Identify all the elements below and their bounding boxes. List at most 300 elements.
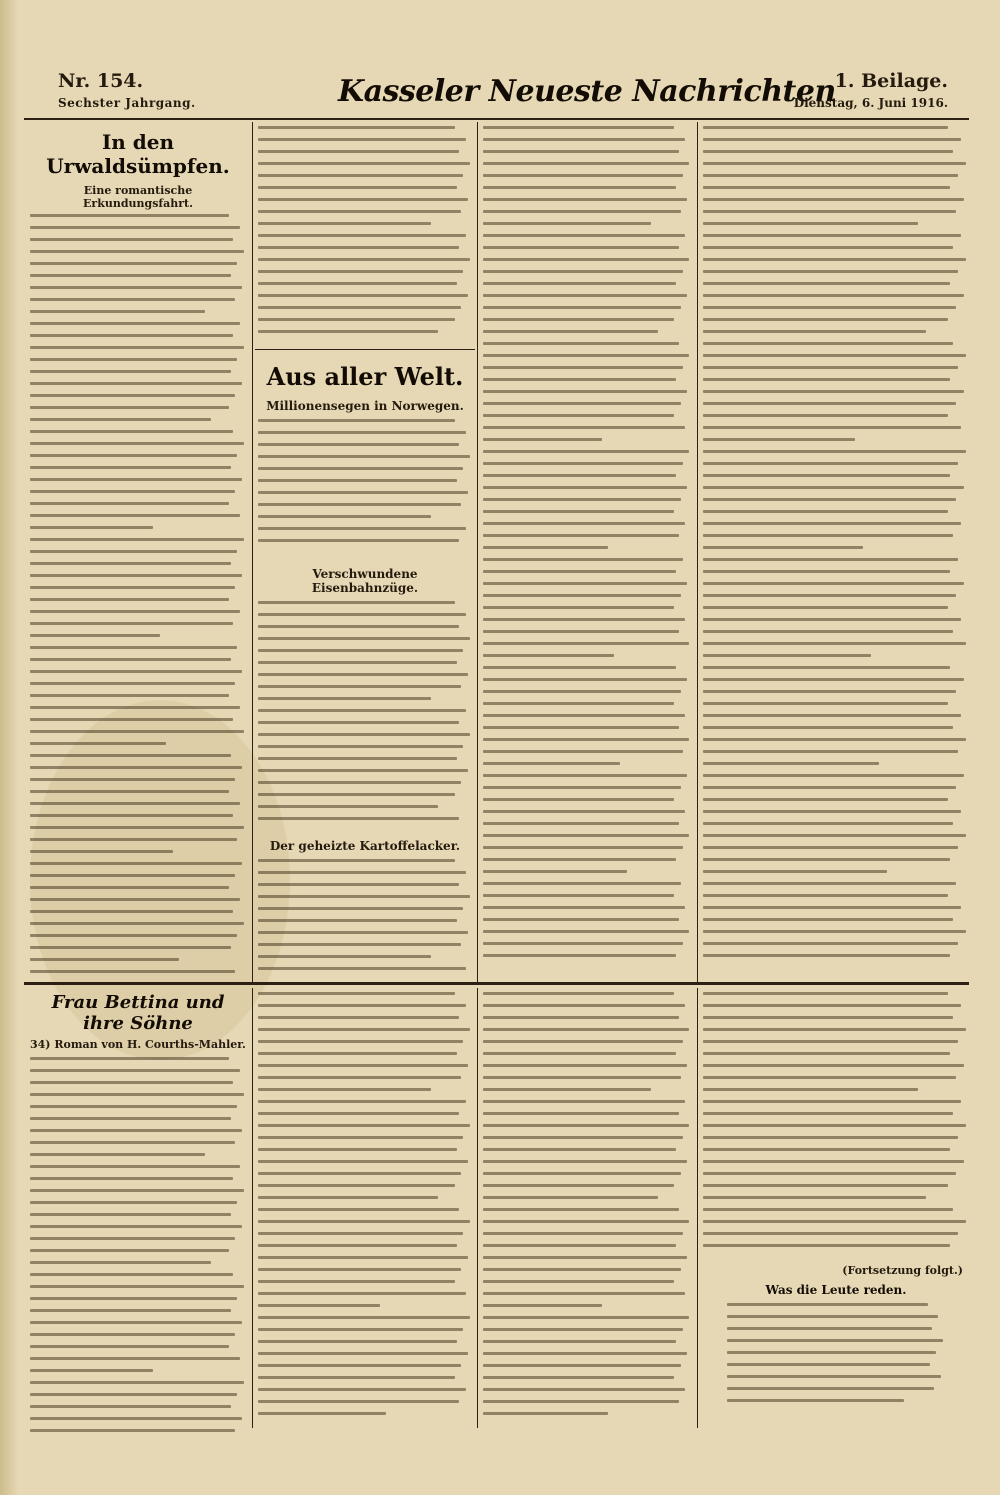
text-line xyxy=(258,1076,461,1079)
text-line xyxy=(703,378,950,381)
section-title-aus-aller-welt: Aus aller Welt. xyxy=(266,362,464,391)
text-line xyxy=(30,1393,237,1396)
text-line xyxy=(30,370,231,373)
text-line xyxy=(258,1340,457,1343)
article-text-kartoffelacker xyxy=(258,859,472,976)
text-line xyxy=(30,1189,244,1192)
text-line xyxy=(703,534,953,537)
text-line xyxy=(703,174,958,177)
text-line xyxy=(30,718,233,721)
text-line xyxy=(30,838,237,841)
text-line xyxy=(483,270,683,273)
text-line xyxy=(703,1004,961,1007)
text-line xyxy=(258,318,455,321)
text-line xyxy=(483,1364,681,1367)
text-line xyxy=(30,1237,235,1240)
text-line xyxy=(30,310,205,313)
text-line xyxy=(258,1388,466,1391)
text-line xyxy=(258,294,468,297)
text-line xyxy=(483,318,674,321)
installment-number: 34) xyxy=(30,1038,51,1051)
text-line xyxy=(258,907,463,910)
text-line xyxy=(30,406,229,409)
text-line xyxy=(258,955,431,958)
text-line xyxy=(30,1153,205,1156)
text-line xyxy=(483,954,676,957)
text-line xyxy=(483,666,676,669)
text-line xyxy=(30,1141,235,1144)
text-line xyxy=(703,330,926,333)
text-line xyxy=(703,822,953,825)
text-line xyxy=(703,1052,950,1055)
text-line xyxy=(703,522,961,525)
text-line xyxy=(483,1184,674,1187)
text-line xyxy=(30,958,179,961)
text-line xyxy=(258,673,468,676)
text-line xyxy=(483,234,685,237)
text-line xyxy=(30,454,237,457)
text-line xyxy=(258,883,459,886)
header-right xyxy=(794,70,948,110)
text-line xyxy=(30,802,240,805)
text-line xyxy=(258,1304,380,1307)
text-line xyxy=(483,1064,687,1067)
text-line xyxy=(258,282,457,285)
text-line xyxy=(30,658,231,661)
text-line xyxy=(30,730,244,733)
text-line xyxy=(258,625,459,628)
text-line xyxy=(483,822,679,825)
text-line xyxy=(30,550,237,553)
text-line xyxy=(30,262,237,265)
text-line xyxy=(258,793,455,796)
header-rule xyxy=(24,118,969,120)
article-subtitle-urwald: Eine romantische Erkundungsfahrt. xyxy=(83,184,193,210)
text-line xyxy=(258,685,461,688)
text-line xyxy=(483,342,679,345)
text-line xyxy=(727,1339,943,1342)
text-line xyxy=(703,750,958,753)
text-line xyxy=(258,1004,466,1007)
text-line xyxy=(703,474,950,477)
text-line xyxy=(703,834,966,837)
article-text-millionensegen xyxy=(258,419,472,559)
text-line xyxy=(703,1028,966,1031)
column-roman-2 xyxy=(258,992,472,1432)
text-line xyxy=(483,222,651,225)
text-line xyxy=(258,1280,455,1283)
text-line xyxy=(258,1400,459,1403)
text-line xyxy=(30,934,237,937)
column-roman xyxy=(30,992,246,1432)
article-title-urwald: In den Urwaldsümpfen. xyxy=(46,130,230,178)
text-line xyxy=(258,210,461,213)
text-line xyxy=(258,1232,463,1235)
text-line xyxy=(703,594,956,597)
article-text-urwald xyxy=(30,214,246,976)
text-line xyxy=(703,1172,956,1175)
text-line xyxy=(30,1321,242,1324)
text-line xyxy=(727,1387,934,1390)
section-rule-middle xyxy=(255,349,475,350)
text-line xyxy=(703,858,950,861)
text-line xyxy=(703,738,966,741)
text-line xyxy=(258,859,455,862)
text-line xyxy=(258,1184,455,1187)
text-line xyxy=(258,1112,459,1115)
text-line xyxy=(483,1076,681,1079)
text-line xyxy=(483,1016,679,1019)
text-line xyxy=(483,162,689,165)
text-line xyxy=(483,702,674,705)
text-line xyxy=(727,1399,904,1402)
text-line xyxy=(30,562,231,565)
text-line xyxy=(483,918,679,921)
text-line xyxy=(703,1088,918,1091)
text-line xyxy=(258,967,466,970)
text-line xyxy=(258,613,466,616)
section-heading-kartoffelacker: Der geheizte Kartoffelacker. xyxy=(269,839,461,853)
text-line xyxy=(483,858,676,861)
novel-text-col-3 xyxy=(483,992,691,1432)
text-line xyxy=(703,1136,958,1139)
text-line xyxy=(30,418,211,421)
text-line xyxy=(483,1244,676,1247)
text-line xyxy=(30,538,244,541)
text-line xyxy=(483,426,685,429)
text-line xyxy=(483,738,689,741)
text-line xyxy=(258,1172,461,1175)
text-line xyxy=(483,1376,674,1379)
text-line xyxy=(483,882,681,885)
text-line xyxy=(258,527,466,530)
text-line xyxy=(30,778,235,781)
text-line xyxy=(703,1196,926,1199)
text-line xyxy=(483,1160,687,1163)
article-text-urwald-continued xyxy=(258,126,472,344)
text-line xyxy=(703,762,879,765)
text-line xyxy=(258,186,457,189)
text-line xyxy=(30,1273,233,1276)
text-line xyxy=(258,515,431,518)
text-line xyxy=(258,1136,463,1139)
column-rule-1 xyxy=(252,122,253,982)
text-line xyxy=(30,334,233,337)
text-line xyxy=(483,450,689,453)
text-line xyxy=(703,390,964,393)
text-line xyxy=(30,922,244,925)
text-line xyxy=(483,594,681,597)
text-line xyxy=(483,558,683,561)
text-line xyxy=(30,1429,235,1432)
text-line xyxy=(483,474,676,477)
text-line xyxy=(30,1129,242,1132)
text-line xyxy=(30,646,237,649)
text-line xyxy=(483,1316,689,1319)
text-line xyxy=(258,330,438,333)
text-line xyxy=(30,586,235,589)
text-line xyxy=(483,330,658,333)
text-line xyxy=(703,894,948,897)
text-line xyxy=(258,443,459,446)
news-notes-text-right xyxy=(703,126,969,976)
text-line xyxy=(703,186,950,189)
text-line xyxy=(30,622,233,625)
text-line xyxy=(483,1304,602,1307)
text-line xyxy=(727,1363,930,1366)
text-line xyxy=(483,678,687,681)
text-line xyxy=(30,442,244,445)
text-line xyxy=(30,1261,211,1264)
text-line xyxy=(483,510,674,513)
text-line xyxy=(30,1177,233,1180)
text-line xyxy=(703,1184,948,1187)
text-line xyxy=(258,601,455,604)
header-left xyxy=(58,70,196,110)
issue-number: Nr. 154. xyxy=(58,70,144,92)
text-line xyxy=(30,1069,240,1072)
text-line xyxy=(483,138,685,141)
text-line xyxy=(258,1292,466,1295)
text-line xyxy=(703,366,958,369)
text-line xyxy=(30,394,235,397)
article-text-eisenbahnzuege xyxy=(258,601,472,831)
text-line xyxy=(483,1232,683,1235)
text-line xyxy=(30,670,242,673)
text-line xyxy=(703,642,966,645)
text-line xyxy=(30,850,173,853)
text-line xyxy=(258,745,463,748)
text-line xyxy=(483,570,676,573)
column-roman-3 xyxy=(483,992,691,1432)
text-line xyxy=(703,882,956,885)
text-line xyxy=(483,1040,683,1043)
text-line xyxy=(703,306,956,309)
text-line xyxy=(258,781,461,784)
text-line xyxy=(258,1100,466,1103)
text-line xyxy=(30,706,240,709)
text-line xyxy=(483,438,602,441)
text-line xyxy=(703,918,953,921)
text-line xyxy=(30,574,242,577)
text-line xyxy=(258,1088,431,1091)
text-line xyxy=(258,306,461,309)
text-line xyxy=(483,522,685,525)
text-line xyxy=(258,1196,438,1199)
novel-text-col-1 xyxy=(30,1057,246,1432)
text-line xyxy=(703,654,871,657)
text-line xyxy=(258,1124,470,1127)
text-line xyxy=(703,666,950,669)
text-line xyxy=(703,1148,950,1151)
text-line xyxy=(30,742,166,745)
text-line xyxy=(258,1220,470,1223)
text-line xyxy=(703,1076,956,1079)
text-line xyxy=(30,1165,240,1168)
text-line xyxy=(483,630,679,633)
column-roman-4 xyxy=(703,992,969,1432)
text-line xyxy=(703,1040,958,1043)
text-line xyxy=(703,1064,964,1067)
novel-title: Frau Bettina und ihre Söhne xyxy=(51,992,225,1034)
text-line xyxy=(258,1244,457,1247)
text-line xyxy=(483,258,689,261)
text-line xyxy=(30,514,240,517)
text-line xyxy=(30,610,240,613)
text-line xyxy=(703,222,918,225)
text-line xyxy=(30,898,240,901)
text-line xyxy=(703,810,961,813)
text-line xyxy=(30,466,231,469)
text-line xyxy=(483,534,679,537)
novel-text-col-2 xyxy=(258,992,472,1432)
text-line xyxy=(30,1381,244,1384)
text-line xyxy=(30,1285,244,1288)
text-line xyxy=(30,1213,231,1216)
text-line xyxy=(258,539,459,542)
text-line xyxy=(30,274,231,277)
text-line xyxy=(483,714,685,717)
text-line xyxy=(258,733,470,736)
text-line xyxy=(703,210,956,213)
text-line xyxy=(483,1028,689,1031)
text-line xyxy=(703,1220,966,1223)
text-line xyxy=(483,1136,683,1139)
text-line xyxy=(703,846,958,849)
column-rule-3 xyxy=(697,122,698,982)
text-line xyxy=(258,1328,463,1331)
text-line xyxy=(30,1345,229,1348)
text-line xyxy=(483,582,687,585)
text-line xyxy=(703,414,948,417)
text-line xyxy=(30,790,229,793)
text-line xyxy=(703,138,961,141)
text-line xyxy=(483,294,687,297)
text-line xyxy=(258,943,461,946)
text-line xyxy=(703,1112,953,1115)
volume-year: Sechster Jahrgang. xyxy=(58,96,196,110)
text-line xyxy=(258,234,466,237)
text-line xyxy=(258,992,455,995)
text-line xyxy=(483,414,674,417)
text-line xyxy=(483,378,676,381)
text-line xyxy=(483,1280,674,1283)
feuilleton-rule xyxy=(24,982,969,985)
author-line: Roman von H. Courths-Mahler. xyxy=(54,1038,246,1051)
text-line xyxy=(258,895,470,898)
text-line xyxy=(258,769,468,772)
text-line xyxy=(30,502,229,505)
text-line xyxy=(30,1225,242,1228)
lower-column-rule-1 xyxy=(252,988,253,1428)
text-line xyxy=(727,1327,932,1330)
text-line xyxy=(258,1256,468,1259)
text-line xyxy=(258,661,457,664)
text-line xyxy=(258,709,466,712)
text-line xyxy=(30,250,244,253)
text-line xyxy=(30,886,229,889)
text-line xyxy=(483,1400,679,1403)
text-line xyxy=(30,598,229,601)
text-line xyxy=(30,1105,237,1108)
text-line xyxy=(483,1220,689,1223)
column-news-notes-right xyxy=(703,126,969,976)
text-line xyxy=(703,546,863,549)
text-line xyxy=(483,198,687,201)
text-line xyxy=(727,1303,928,1306)
text-line xyxy=(703,726,953,729)
text-line xyxy=(258,1364,461,1367)
text-line xyxy=(30,322,240,325)
text-line xyxy=(703,690,956,693)
text-line xyxy=(483,402,681,405)
text-line xyxy=(703,234,961,237)
text-line xyxy=(703,258,966,261)
text-line xyxy=(258,198,468,201)
text-line xyxy=(483,930,689,933)
text-line xyxy=(483,762,620,765)
text-line xyxy=(30,430,233,433)
text-line xyxy=(258,1148,457,1151)
text-line xyxy=(703,438,855,441)
text-line xyxy=(703,942,958,945)
text-line xyxy=(30,766,242,769)
text-line xyxy=(483,1112,679,1115)
text-line xyxy=(258,1016,459,1019)
text-line xyxy=(703,270,958,273)
text-line xyxy=(483,810,685,813)
text-line xyxy=(483,894,674,897)
text-line xyxy=(258,1040,463,1043)
text-line xyxy=(483,870,627,873)
text-line xyxy=(703,992,948,995)
text-line xyxy=(258,150,459,153)
text-line xyxy=(258,258,470,261)
text-line xyxy=(483,1292,685,1295)
text-line xyxy=(703,714,961,717)
text-line xyxy=(483,1124,689,1127)
text-line xyxy=(703,1016,953,1019)
text-line xyxy=(30,1081,233,1084)
text-line xyxy=(703,498,956,501)
text-line xyxy=(483,1328,683,1331)
text-line xyxy=(703,198,964,201)
text-line xyxy=(483,126,674,129)
text-line xyxy=(258,1052,457,1055)
text-line xyxy=(703,1160,964,1163)
text-line xyxy=(258,871,466,874)
text-line xyxy=(258,270,463,273)
text-line xyxy=(30,1093,244,1096)
text-line xyxy=(30,238,233,241)
text-line xyxy=(30,226,240,229)
text-line xyxy=(30,1357,240,1360)
text-line xyxy=(30,358,237,361)
text-line xyxy=(258,637,470,640)
text-line xyxy=(483,1148,676,1151)
text-line xyxy=(703,606,948,609)
text-line xyxy=(483,546,608,549)
text-line xyxy=(483,642,689,645)
text-line xyxy=(703,246,953,249)
text-line xyxy=(703,786,956,789)
text-line xyxy=(30,1309,231,1312)
section-heading-millionensegen: Millionensegen in Norwegen. xyxy=(266,399,464,413)
text-line xyxy=(483,462,683,465)
text-line xyxy=(703,618,961,621)
text-line xyxy=(703,1244,950,1247)
text-line xyxy=(703,954,950,957)
